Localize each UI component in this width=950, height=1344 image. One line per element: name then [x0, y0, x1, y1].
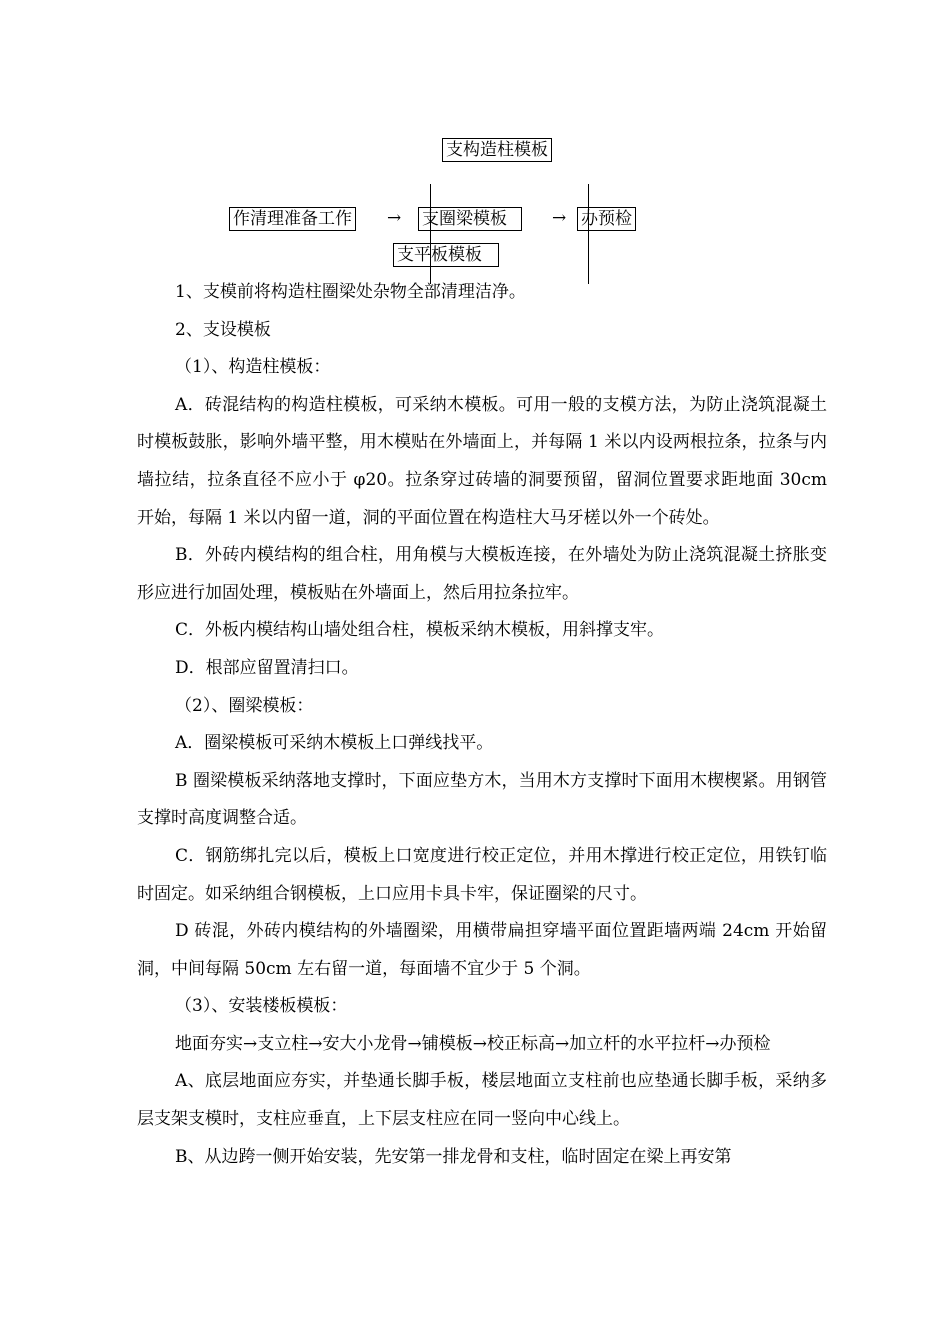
- flow-connector-right: [588, 184, 589, 284]
- paragraph-5: B．外砖内模结构的组合柱，用角模与大模板连接，在外墙处为防止浇筑混凝土挤胀变形应进行加固处理，模板贴在外墙面上，然后用拉条拉牢。: [137, 545, 827, 603]
- flow-box-column-formwork: 支构造柱模板: [442, 138, 552, 162]
- flow-arrow-1: →: [387, 208, 402, 228]
- flow-connector-left: [430, 184, 431, 284]
- paragraph-8: （2）、圈梁模板：: [175, 695, 314, 716]
- flow-box-preparation: 作清理准备工作: [229, 207, 356, 231]
- paragraph-16: B、从边跨一侧开始安装，先安第一排龙骨和支柱，临时固定在梁上再安第: [175, 1146, 732, 1167]
- paragraph-10: B 圈梁模板采纳落地支撑时，下面应垫方木，当用木方支撑时下面用木楔楔紧。用钢管支撑时高度调整合适。: [137, 770, 827, 829]
- flow-box-slab-formwork: 支平板模板: [393, 243, 499, 267]
- flow-box-ring-beam: 支圈梁模板: [418, 207, 522, 231]
- paragraph-2: 2、支设模板: [175, 319, 271, 340]
- paragraph-15: A、底层地面应夯实，并垫通长脚手板，楼层地面立支柱前也应垫通长脚手板，采纳多层支架支模时，支柱应垂直，上下层支柱应在同一竖向中心线上。: [137, 1071, 827, 1130]
- paragraph-14: 地面夯实→支立柱→安大小龙骨→铺模板→校正标高→加立杆的水平拉杆→办预检: [175, 1033, 771, 1054]
- paragraph-6: C．外板内模结构山墙处组合柱，模板采纳木模板，用斜撑支牢。: [175, 620, 665, 641]
- paragraph-12: D 砖混，外砖内模结构的外墙圈梁，用横带扁担穿墙平面位置距墙两端 24cm 开始留洞，中间每隔 50cm 左右留一道，每面墙不宜少于 5 个洞。: [137, 921, 827, 979]
- document-body: [137, 274, 827, 1176]
- paragraph-4: A．砖混结构的构造柱模板，可采纳木模板。可用一般的支模方法，为防止浇筑混凝土时模板鼓胀，影响外墙平整，用木模贴在外墙面上，并每隔 1 米以内设两根拉条，拉条与内墙拉结，拉条直径不应小于 φ20。拉条穿过砖墙的洞要预留，留洞位置要求距地面 30cm 开始，每隔 1 米以内留一道，洞的平面位置在构造柱大马牙槎以外一个砖处。: [137, 394, 827, 528]
- flow-arrow-2: →: [552, 208, 567, 228]
- flow-box-inspection: 办预检: [577, 207, 636, 231]
- paragraph-1: 1、支模前将构造柱圈梁处杂物全部清理洁净。: [175, 282, 526, 302]
- paragraph-11: C．钢筋绑扎完以后，模板上口宽度进行校正定位，并用木撑进行校正定位，用铁钉临时固定。如采纳组合钢模板，上口应用卡具卡牢，保证圈梁的尺寸。: [137, 845, 827, 904]
- paragraph-7: D．根部应留置清扫口。: [175, 657, 359, 678]
- paragraph-9: A．圈梁模板可采纳木模板上口弹线找平。: [175, 733, 494, 754]
- paragraph-13: （3）、安装楼板模板：: [175, 996, 348, 1017]
- paragraph-3: （1）、构造柱模板：: [175, 357, 331, 378]
